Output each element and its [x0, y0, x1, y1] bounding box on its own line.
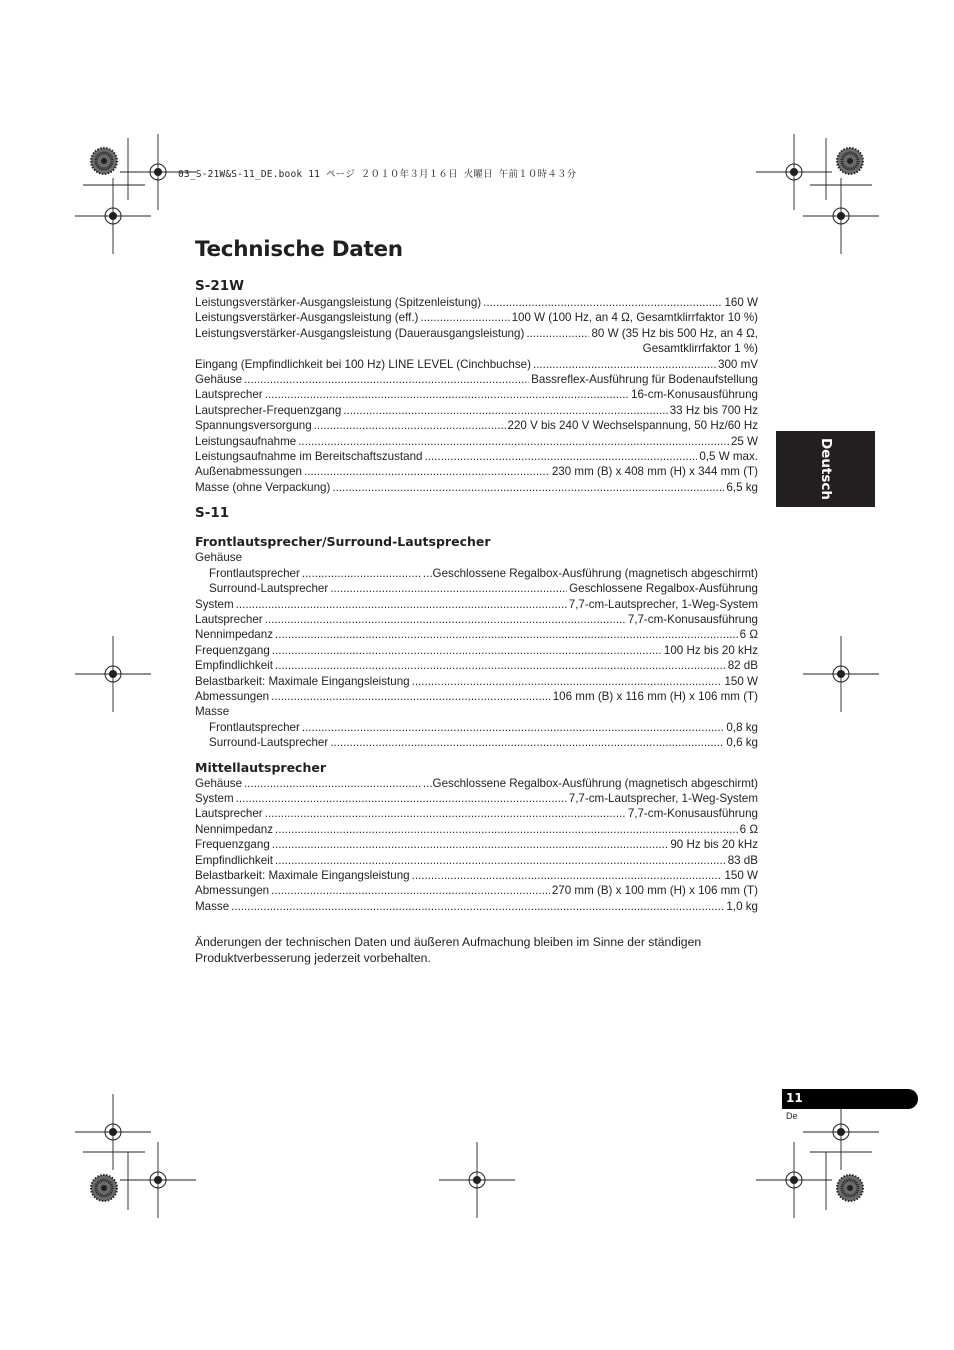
spec-label: Frontlautsprecher [209, 720, 300, 734]
spec-row [195, 791, 758, 806]
spec-row [195, 883, 758, 898]
spec-label: Masse [195, 899, 230, 913]
spec-label: Gehäuse [195, 373, 243, 387]
spec-value: ...Geschlossene Regalbox-Ausführung (magnetisch abgeschirmt) [422, 776, 758, 790]
footnote: Änderungen der technischen Daten und äußeren Aufmachung bleiben im Sinne der ständigen Produktverbesserung jederzeit vorbehalten. [195, 935, 702, 965]
spec-row [195, 735, 758, 750]
spec-value: 7,7-cm-Lautsprecher, 1-Weg-System [568, 791, 758, 805]
spec-value-continuation: Gesamtklirrfaktor 1 %) [642, 342, 758, 356]
leader-dots [236, 597, 567, 612]
spec-value: 6,5 kg [726, 480, 758, 494]
spec-value: 220 V bis 240 V Wechselspannung, 50 Hz/60 Hz [507, 419, 758, 433]
leader-dots [244, 372, 529, 387]
page-language: De [786, 1111, 798, 1121]
spec-value: 7,7-cm-Konusausführung [627, 612, 758, 626]
leader-dots [526, 326, 589, 341]
spec-row [195, 566, 758, 581]
page-number: 11 [786, 1091, 803, 1105]
spec-label: System [195, 597, 234, 611]
leader-dots [343, 403, 667, 418]
leader-dots [272, 837, 669, 852]
spec-value: 90 Hz bis 20 kHz [670, 838, 758, 852]
language-tab-label: Deutsch [817, 437, 834, 501]
spec-label-housing: Gehäuse [195, 551, 243, 565]
spec-label: Frontlautsprecher [209, 566, 300, 580]
spec-value: 7,7-cm-Lautsprecher, 1-Weg-System [568, 597, 758, 611]
spec-value: 33 Hz bis 700 Hz [669, 403, 758, 417]
section-heading-s11: S-11 [195, 505, 230, 522]
spec-value: 82 dB [727, 659, 758, 673]
leader-dots [420, 310, 509, 325]
spec-row [195, 837, 758, 852]
spec-label: Leistungsverstärker-Ausgangsleistung (Dauerausgangsleistung) [195, 326, 525, 340]
spec-value: 300 mV [718, 357, 758, 371]
spec-row [195, 597, 758, 612]
leader-dots [314, 418, 506, 433]
spec-value: ...Geschlossene Regalbox-Ausführung (magnetisch abgeschirmt) [422, 566, 758, 580]
spec-row [195, 643, 758, 658]
spec-value: 25 W [730, 434, 758, 448]
leader-dots [275, 658, 726, 673]
leader-dots [271, 689, 551, 704]
spec-row [195, 853, 758, 868]
spec-list-s21w [195, 295, 758, 495]
spec-list-center [195, 776, 758, 915]
spec-label: Nennimpedanz [195, 822, 273, 836]
spec-label: Außenabmessungen [195, 465, 302, 479]
leader-dots [412, 674, 723, 689]
spec-row [195, 464, 758, 479]
spec-row [195, 418, 758, 433]
spec-row [195, 612, 758, 627]
spec-value: 150 W [724, 674, 758, 688]
spec-value: 230 mm (B) x 408 mm (H) x 344 mm (T) [551, 465, 758, 479]
spec-row [195, 357, 758, 372]
leader-dots [304, 464, 550, 479]
spec-label: Masse (ohne Verpackung) [195, 480, 331, 494]
spec-value: 106 mm (B) x 116 mm (H) x 106 mm (T) [552, 689, 758, 703]
spec-value: 6 Ω [739, 822, 758, 836]
spec-label: Lautsprecher [195, 807, 263, 821]
subsection-heading-front-surround: Frontlautsprecher/Surround-Lautsprecher [195, 534, 491, 550]
spec-label: Leistungsaufnahme [195, 434, 297, 448]
subsection-center [195, 759, 758, 915]
leader-dots [271, 883, 550, 898]
section-s21w [195, 277, 758, 495]
leader-dots [330, 735, 724, 750]
spec-value: 160 W [724, 296, 758, 309]
spec-row [195, 403, 758, 418]
spec-label: Leistungsaufnahme im Bereitschaftszustand [195, 450, 423, 464]
leader-dots [425, 449, 698, 464]
leader-dots [302, 566, 421, 581]
spec-label: Belastbarkeit: Maximale Eingangsleistung [195, 869, 410, 882]
leader-dots [275, 853, 726, 868]
spec-value: 0,5 W max. [699, 450, 758, 464]
subsection-front-surround [195, 533, 758, 750]
spec-label: Frequenzgang [195, 838, 270, 852]
section-s11 [195, 504, 758, 914]
book-header: 03_S-21W&S-11_DE.book 11 ページ ２０１０年３月１６日 火曜日 午前１０時４３分 [178, 169, 577, 180]
spec-content [195, 236, 758, 978]
spec-value: 100 Hz bis 20 kHz [663, 643, 758, 657]
spec-value: 150 W [724, 869, 758, 882]
spec-label: Surround-Lautsprecher [209, 582, 329, 596]
spec-label: Empfindlichkeit [195, 853, 273, 867]
spec-row [195, 658, 758, 673]
spec-value: 80 W (35 Hz bis 500 Hz, an 4 Ω, [591, 326, 758, 340]
spec-row [195, 822, 758, 837]
leader-dots [533, 357, 716, 372]
spec-value: 0,6 kg [726, 736, 758, 750]
subsection-heading-center: Mittellautsprecher [195, 759, 327, 775]
spec-value: 16-cm-Konusausführung [631, 388, 758, 402]
spec-value: 6 Ω [739, 628, 758, 642]
spec-value: Bassreflex-Ausführung für Bodenaufstellung [531, 373, 758, 387]
spec-row [195, 449, 758, 464]
spec-row [195, 326, 758, 341]
leader-dots [265, 806, 626, 821]
spec-row [195, 581, 758, 596]
leader-dots [236, 791, 567, 806]
spec-row [195, 868, 758, 883]
spec-row [195, 295, 758, 310]
leader-dots [330, 581, 567, 596]
spec-label: Abmessungen [195, 884, 270, 898]
leader-dots [302, 720, 725, 735]
language-tab [776, 431, 875, 507]
spec-row [195, 372, 758, 387]
spec-row [195, 674, 758, 689]
spec-row [195, 480, 758, 495]
spec-label: Leistungsverstärker-Ausgangsleistung (eff.) [195, 311, 419, 325]
section-heading-s21w: S-21W [195, 278, 245, 294]
spec-label: Abmessungen [195, 689, 270, 703]
spec-row [195, 720, 758, 735]
leader-dots [412, 868, 723, 883]
spec-value: 83 dB [727, 853, 758, 867]
spec-value: 7,7-cm-Konusausführung [627, 807, 758, 821]
spec-row [195, 387, 758, 402]
page-number-bar [782, 1089, 918, 1109]
leader-dots [483, 295, 722, 310]
spec-label: Nennimpedanz [195, 628, 273, 642]
spec-label: System [195, 791, 234, 805]
spec-value: 1,0 kg [726, 899, 758, 913]
spec-row [195, 806, 758, 821]
leader-dots [265, 387, 629, 402]
spec-row [195, 899, 758, 914]
spec-label: Frequenzgang [195, 643, 270, 657]
spec-value: 270 mm (B) x 100 mm (H) x 106 mm (T) [551, 884, 758, 898]
leader-dots [275, 627, 738, 642]
spec-value: 0,8 kg [726, 720, 758, 734]
spec-value: Geschlossene Regalbox-Ausführung [569, 582, 758, 596]
spec-label: Lautsprecher-Frequenzgang [195, 403, 342, 417]
spec-label: Belastbarkeit: Maximale Eingangsleistung [195, 674, 410, 688]
page-title: Technische Daten [195, 237, 403, 262]
spec-list-front [195, 597, 758, 705]
leader-dots [298, 434, 729, 449]
spec-label: Surround-Lautsprecher [209, 736, 329, 750]
leader-dots [275, 822, 738, 837]
leader-dots [265, 612, 626, 627]
spec-label: Spannungsversorgung [195, 419, 312, 433]
leader-dots [332, 480, 724, 495]
spec-label: Lautsprecher [195, 612, 263, 626]
leader-dots [244, 776, 421, 791]
spec-row [195, 689, 758, 704]
spec-label: Empfindlichkeit [195, 659, 273, 673]
spec-row [195, 627, 758, 642]
spec-label: Leistungsverstärker-Ausgangsleistung (Spitzenleistung) [195, 296, 482, 309]
spec-label: Eingang (Empfindlichkeit bei 100 Hz) LINE LEVEL (Cinchbuchse) [195, 357, 531, 371]
spec-label: Lautsprecher [195, 388, 263, 402]
spec-value: 100 W (100 Hz, an 4 Ω, Gesamtklirrfaktor 10 %) [511, 311, 758, 325]
spec-row [195, 776, 758, 791]
spec-label-mass: Masse [195, 705, 230, 719]
spec-label: Gehäuse [195, 776, 243, 790]
spec-row [195, 310, 758, 325]
leader-dots [272, 643, 662, 658]
leader-dots [231, 899, 724, 914]
spec-row [195, 434, 758, 449]
